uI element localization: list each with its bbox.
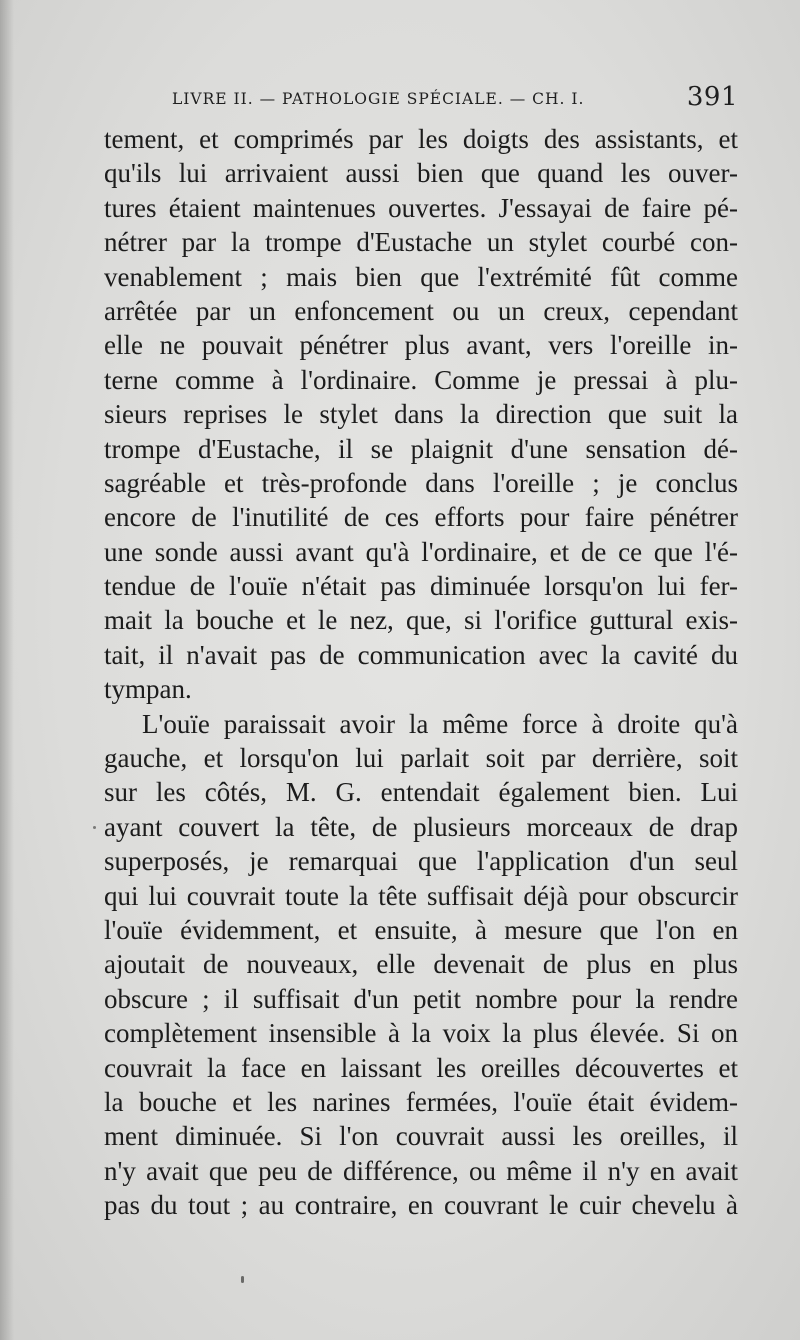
text-line: gauche, et lorsqu'on lui parlait soit par derrière, soit <box>104 743 738 774</box>
text-line: trompe d'Eustache, il se plaignit d'une sensation dé- <box>104 433 738 464</box>
text-line: venablement ; mais bien que l'extrémité fût comme <box>104 261 738 292</box>
text-line: ment diminuée. Si l'on couvrait aussi les oreilles, il <box>104 1121 738 1152</box>
page-number: 391 <box>686 82 738 112</box>
text-line: la bouche et les narines fermées, l'ouïe était évidem- <box>104 1086 738 1117</box>
text-line: terne comme à l'ordinaire. Comme je pressai à plu- <box>104 364 738 395</box>
text-line: tures étaient maintenues ouvertes. J'essayai de faire pé- <box>104 192 738 223</box>
text-line: ajoutait de nouveaux, elle devenait de plus en plus <box>104 949 738 980</box>
text-line: sieurs reprises le stylet dans la direction que suit la <box>104 399 738 430</box>
page-speck <box>241 1276 244 1283</box>
text-line: n'y avait que peu de différence, ou même il n'y en avait <box>104 1155 738 1186</box>
text-line: elle ne pouvait pénétrer plus avant, vers l'oreille in- <box>104 330 738 361</box>
paragraph <box>104 707 738 1223</box>
paragraph <box>104 122 738 707</box>
text-line: tait, il n'avait pas de communication avec la cavité du <box>104 639 738 670</box>
text-line: tement, et comprimés par les doigts des assistants, et <box>104 124 738 154</box>
page-gutter-shadow <box>0 0 14 1340</box>
text-line: L'ouïe paraissait avoir la même force à droite qu'à <box>142 708 738 739</box>
text-line: l'ouïe évidemment, et ensuite, à mesure que l'on en <box>104 914 738 945</box>
text-line: sur les côtés, M. G. entendait également bien. Lui <box>104 777 738 808</box>
text-line: tendue de l'ouïe n'était pas diminuée lorsqu'on lui fer- <box>104 571 738 602</box>
text-line: complètement insensible à la voix la plus élevée. Si on <box>104 1018 738 1049</box>
text-line: arrêtée par un enfoncement ou un creux, cependant <box>104 295 738 326</box>
text-line: obscure ; il suffisait d'un petit nombre pour la rendre <box>104 983 738 1014</box>
text-line: couvrait la face en laissant les oreilles découvertes et <box>104 1052 738 1083</box>
page-speck <box>93 826 96 829</box>
text-line: qui lui couvrait toute la tête suffisait déjà pour obscurcir <box>104 880 738 911</box>
running-head-title: LIVRE II. — PATHOLOGIE SPÉCIALE. — CH. I. <box>172 90 585 108</box>
text-line: ayant couvert la tête, de plusieurs morceaux de drap <box>104 811 738 842</box>
text-line: mait la bouche et le nez, que, si l'orifice guttural exis- <box>104 605 738 636</box>
text-line: superposés, je remarquai que l'application d'un seul <box>104 846 738 877</box>
text-line: nétrer par la trompe d'Eustache un stylet courbé con- <box>104 227 738 258</box>
text-line: qu'ils lui arrivaient aussi bien que quand les ouver- <box>104 158 738 189</box>
running-head <box>104 82 738 114</box>
text-line: pas du tout ; au contraire, en couvrant le cuir chevelu à <box>104 1190 738 1221</box>
text-line: sagréable et très-profonde dans l'oreille ; je conclus <box>104 467 738 498</box>
text-line: tympan. <box>104 674 192 705</box>
text-line: encore de l'inutilité de ces efforts pour faire pénétrer <box>104 502 738 533</box>
text-line: une sonde aussi avant qu'à l'ordinaire, et de ce que l'é- <box>104 536 738 567</box>
body-text <box>104 122 738 1223</box>
